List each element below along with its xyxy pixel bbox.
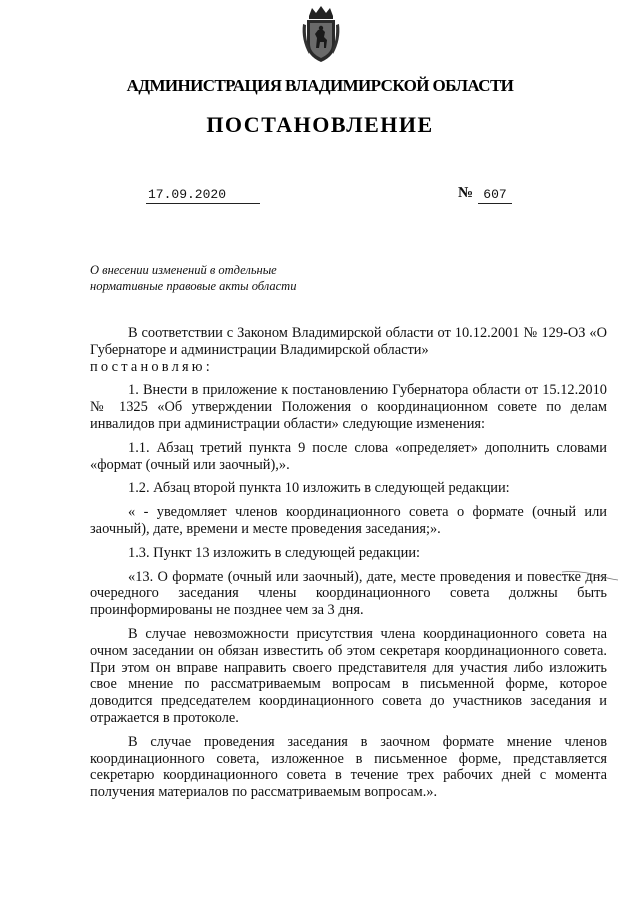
document-date: 17.09.2020 xyxy=(146,187,260,204)
number-sign: № xyxy=(458,185,474,201)
document-subject xyxy=(90,262,350,294)
paragraph-1: 1. Внести в приложение к постановлению Губернатора области от 15.12.2010 № 1325 «Об утверждении Положения о координационном совете по делам инвалидов при администрации области» следующие изменения: xyxy=(90,382,607,432)
intro-paragraph: В соответствии с Законом Владимирской области от 10.12.2001 № 129-ОЗ «О Губернаторе и администрации Владимирской области» xyxy=(90,325,607,358)
document-number: 607 xyxy=(478,187,512,204)
paragraph-1-3: 1.3. Пункт 13 изложить в следующей редакции: xyxy=(128,544,421,561)
document-body xyxy=(90,325,607,808)
pen-mark-icon xyxy=(560,568,620,582)
organization-title: АДМИНИСТРАЦИЯ ВЛАДИМИРСКОЙ ОБЛАСТИ xyxy=(126,76,514,95)
document-type-title: ПОСТАНОВЛЕНИЕ xyxy=(206,112,434,137)
subject-line-1: О внесении изменений в отдельные xyxy=(90,263,277,277)
decree-word: постановляю: xyxy=(90,358,213,375)
paragraph-absent-member: В случае невозможности присутствия члена координационного совета на очном заседании он обязан известить об этом секретаря координационного совета. При этом он вправе направить своего представителя для участия либо изложить свое мнение по рассматриваемым вопросам в письменной форме, которое доводится председателем координационного совета до участников заседания и отражается в протоколе. xyxy=(90,625,607,726)
subject-line-2: нормативные правовые акты области xyxy=(90,279,297,293)
paragraph-1-2: 1.2. Абзац второй пункта 10 изложить в следующей редакции: xyxy=(128,480,510,497)
paragraph-remote-meeting: В случае проведения заседания в заочном формате мнение членов координационного совета, изложенное в письменное форме, представляется секретарю координационного совета в течение трех рабочих дней с момента получения материалов по рассматриваемым вопросам.». xyxy=(90,733,607,801)
paragraph-1-3-text: «13. О формате (очный или заочный), дате, месте проведения и повестке дня очередного заседания члены координационного совета должны быть проинформированы не позднее чем за 3 дня. xyxy=(90,568,607,619)
coat-of-arms-icon xyxy=(301,4,341,64)
paragraph-1-1: 1.1. Абзац третий пункта 9 после слова «определяет» дополнить словами «формат (очный или заочный),». xyxy=(90,439,607,473)
paragraph-1-2-text: « - уведомляет членов координационного совета о формате (очный или заочный), дате, времени и месте проведения заседания;». xyxy=(90,504,607,537)
